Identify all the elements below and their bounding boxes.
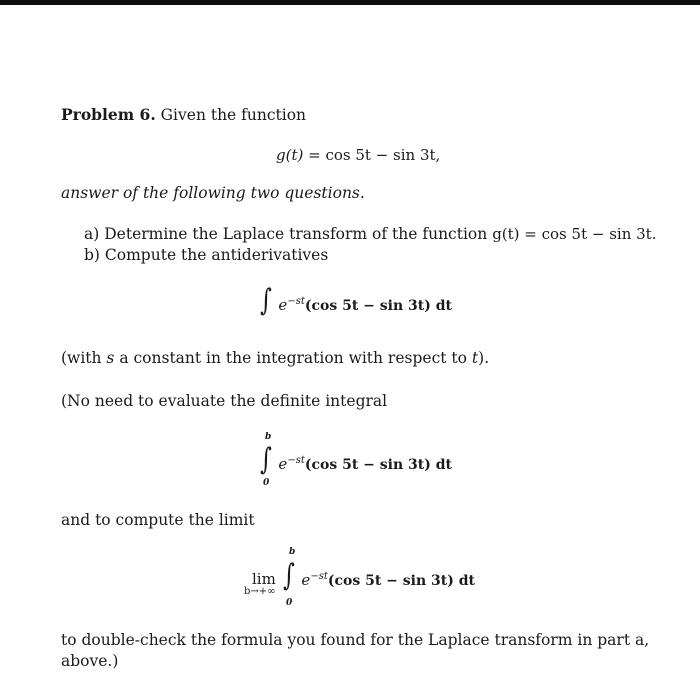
part-a-label: a) — [84, 225, 100, 243]
part-b-label: b) — [84, 246, 100, 264]
definite-lower-bound: 0 — [263, 478, 270, 488]
definite-integral — [258, 442, 452, 477]
top-bar — [0, 0, 700, 5]
problem-intro: Given the function — [160, 106, 307, 124]
problem-heading — [61, 105, 306, 124]
constant-note-end: ). — [478, 349, 490, 367]
limit-lower-bound: 0 — [286, 598, 293, 608]
limit-integrand-body: (cos 5t − sin 3t) dt — [327, 573, 475, 589]
definite-integrand-body: (cos 5t − sin 3t) dt — [304, 457, 452, 473]
lim-word: lim — [252, 570, 276, 588]
constant-note-prefix: (with — [61, 349, 102, 367]
compute-limit-line: and to compute the limit — [61, 511, 255, 529]
part-a-text: Determine the Laplace transform of the function — [104, 225, 488, 243]
function-lhs: g(t) — [276, 146, 304, 164]
integrand-body: (cos 5t − sin 3t) dt — [304, 298, 452, 314]
limit-integral — [281, 558, 475, 593]
double-check-line-1: to double-check the formula you found for the Laplace transform in part a, — [61, 631, 650, 649]
integrand-exponent: −st — [287, 296, 305, 307]
problem-label: Problem 6. — [61, 105, 156, 124]
part-b — [84, 246, 328, 264]
answer-line: answer of the following two questions. — [61, 184, 365, 202]
limit-integral-sign: ∫ — [282, 558, 295, 593]
definite-upper-bound: b — [265, 432, 272, 442]
constant-note — [61, 349, 489, 367]
lim-subscript: b→+∞ — [244, 586, 276, 597]
part-a-math: g(t) = cos 5t − sin 3t. — [492, 225, 657, 243]
part-b-text: Compute the antiderivatives — [104, 246, 329, 264]
constant-t: t — [471, 349, 479, 367]
indefinite-integral — [258, 283, 452, 318]
function-definition — [276, 146, 440, 164]
definite-integrand-e: e — [278, 455, 288, 473]
limit-integrand-exponent: −st — [310, 571, 328, 582]
integrand-e: e — [278, 296, 288, 314]
definite-integrand-exponent: −st — [287, 455, 305, 466]
part-a — [84, 225, 656, 243]
double-check-line-2: above.) — [61, 652, 119, 670]
limit-upper-bound: b — [289, 547, 296, 557]
definite-integral-sign: ∫ — [259, 442, 272, 477]
integral-sign: ∫ — [259, 283, 272, 318]
constant-var: s — [106, 349, 115, 367]
limit-integrand-e: e — [301, 571, 311, 589]
function-rhs: = cos 5t − sin 3t, — [308, 146, 441, 164]
no-need-line: (No need to evaluate the definite integral — [61, 392, 388, 410]
constant-note-mid: a constant in the integration with respect to — [119, 349, 467, 367]
